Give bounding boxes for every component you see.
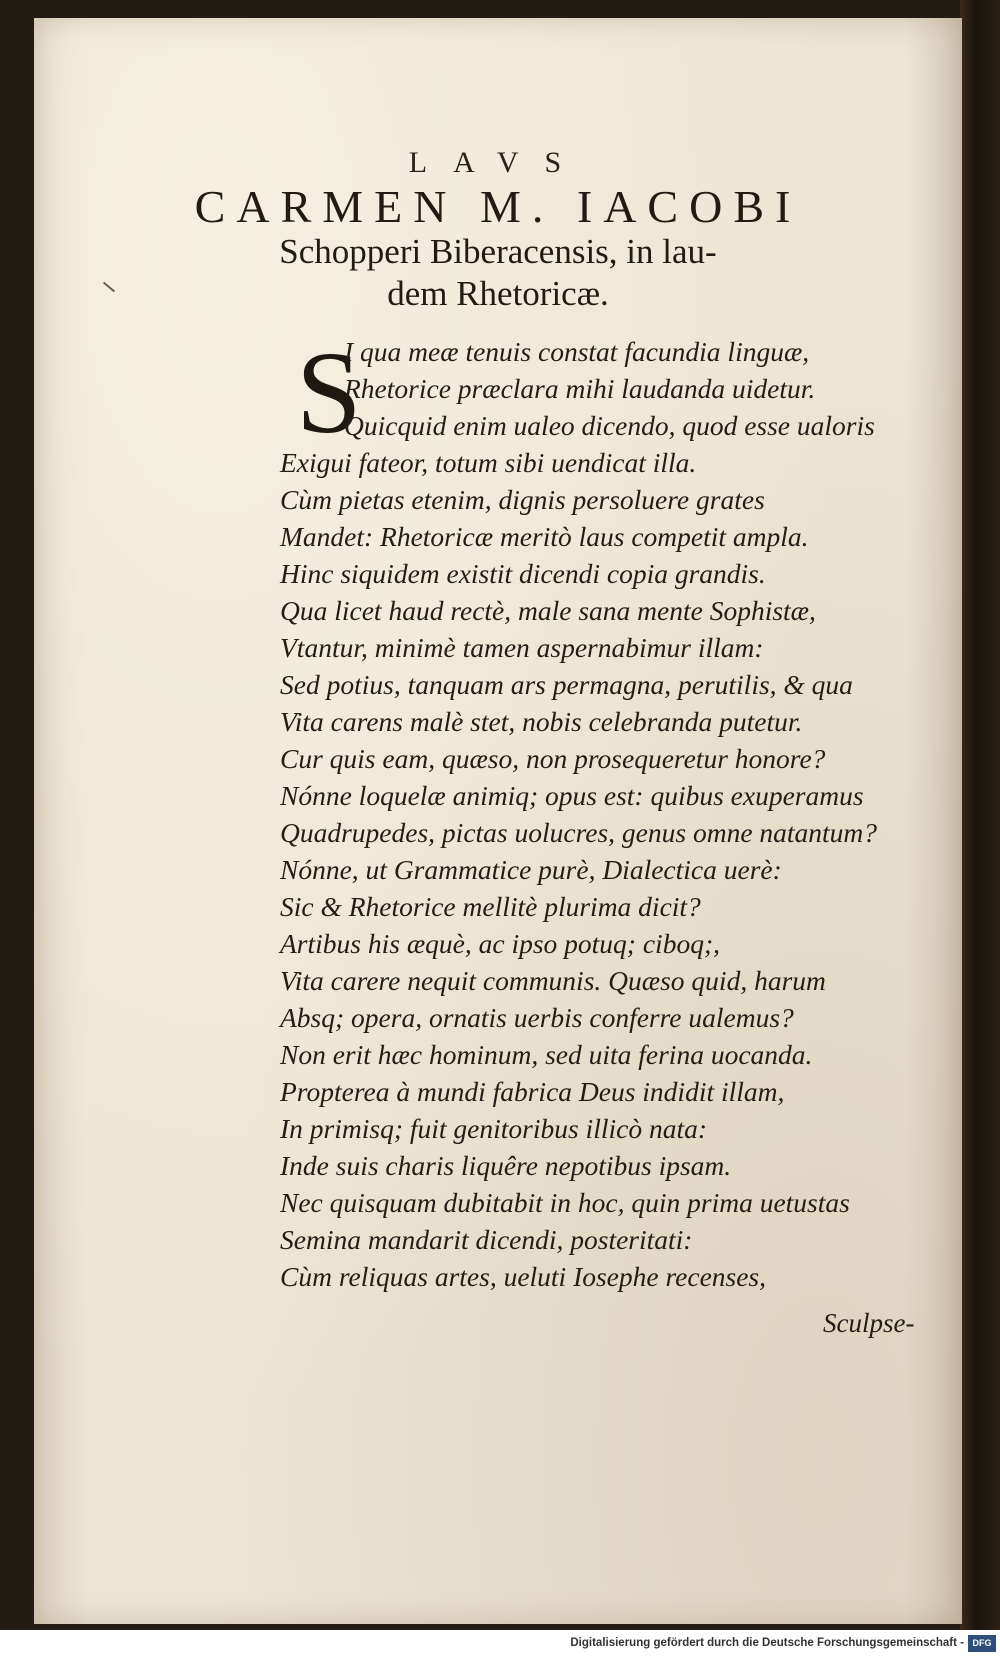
verse-line: Nónne, ut Grammatice purè, Dialectica uerè: bbox=[280, 854, 782, 885]
verse-line: Cùm reliquas artes, ueluti Iosephe recenses, bbox=[280, 1261, 767, 1292]
verse-line: Vtantur, minimè tamen aspernabimur illam: bbox=[280, 632, 764, 663]
verse-line: Inde suis charis liquêre nepotibus ipsam. bbox=[280, 1150, 732, 1181]
verse-line: Sic & Rhetorice mellitè plurima dicit? bbox=[280, 891, 701, 922]
dfg-logo-icon: DFG bbox=[968, 1635, 996, 1652]
book-edge bbox=[960, 0, 1000, 1630]
catchword: Sculpse- bbox=[823, 1308, 915, 1338]
verse-line: Semina mandarit dicendi, posteritati: bbox=[280, 1224, 693, 1255]
footer-bar bbox=[0, 1630, 1000, 1659]
verse-line: In primisq; fuit genitoribus illicò nata: bbox=[280, 1113, 708, 1144]
verse-line: Mandet: Rhetoricæ meritò laus competit ampla. bbox=[280, 521, 809, 552]
verse-line: Sed potius, tanquam ars permagna, perutilis, & qua bbox=[280, 669, 853, 700]
title-line-1: CARMEN M. IACOBI bbox=[194, 181, 802, 232]
verse-line: Propterea à mundi fabrica Deus indidit illam, bbox=[280, 1076, 785, 1107]
verse-line: Vita carens malè stet, nobis celebranda putetur. bbox=[280, 706, 803, 737]
book-page bbox=[34, 18, 962, 1624]
verse-line: I qua meæ tenuis constat facundia linguæ, bbox=[344, 336, 810, 367]
verse-line: Absq; opera, ornatis uerbis conferre ualemus? bbox=[280, 1002, 794, 1033]
verse-line: Rhetorice præclara mihi laudanda uidetur. bbox=[344, 373, 816, 404]
verse-line: Cur quis eam, quæso, non prosequeretur honore? bbox=[280, 743, 826, 774]
verse-line: Hinc siquidem existit dicendi copia grandis. bbox=[280, 558, 766, 589]
verse-line: Cùm pietas etenim, dignis persoluere grates bbox=[280, 484, 765, 515]
title-line-2: Schopperi Biberacensis, in lau- bbox=[279, 232, 717, 271]
title-line-3: dem Rhetoricæ. bbox=[387, 274, 609, 313]
verse-line: Nónne loquelæ animiq; opus est: quibus exuperamus bbox=[280, 780, 864, 811]
verse-line: Quicquid enim ualeo dicendo, quod esse ualoris bbox=[344, 410, 875, 441]
verse-line: Quadrupedes, pictas uolucres, genus omne natantum? bbox=[280, 817, 878, 848]
drop-cap: S bbox=[296, 327, 362, 458]
verse-line: Artibus his æquè, ac ipso potuq; ciboq;, bbox=[280, 928, 720, 959]
verse-line: Qua licet haud rectè, male sana mente Sophistæ, bbox=[280, 595, 816, 626]
running-head: LAVS bbox=[408, 146, 588, 179]
verse-line: Non erit hæc hominum, sed uita ferina uocanda. bbox=[280, 1039, 813, 1070]
verse-line: Exigui fateor, totum sibi uendicat illa. bbox=[280, 447, 697, 478]
verse-line: Vita carere nequit communis. Quæso quid, harum bbox=[280, 965, 826, 996]
verse-line: Nec quisquam dubitabit in hoc, quin prima uetustas bbox=[280, 1187, 850, 1218]
funding-credit: Digitalisierung gefördert durch die Deutsche Forschungsgemeinschaft - bbox=[570, 1637, 964, 1649]
